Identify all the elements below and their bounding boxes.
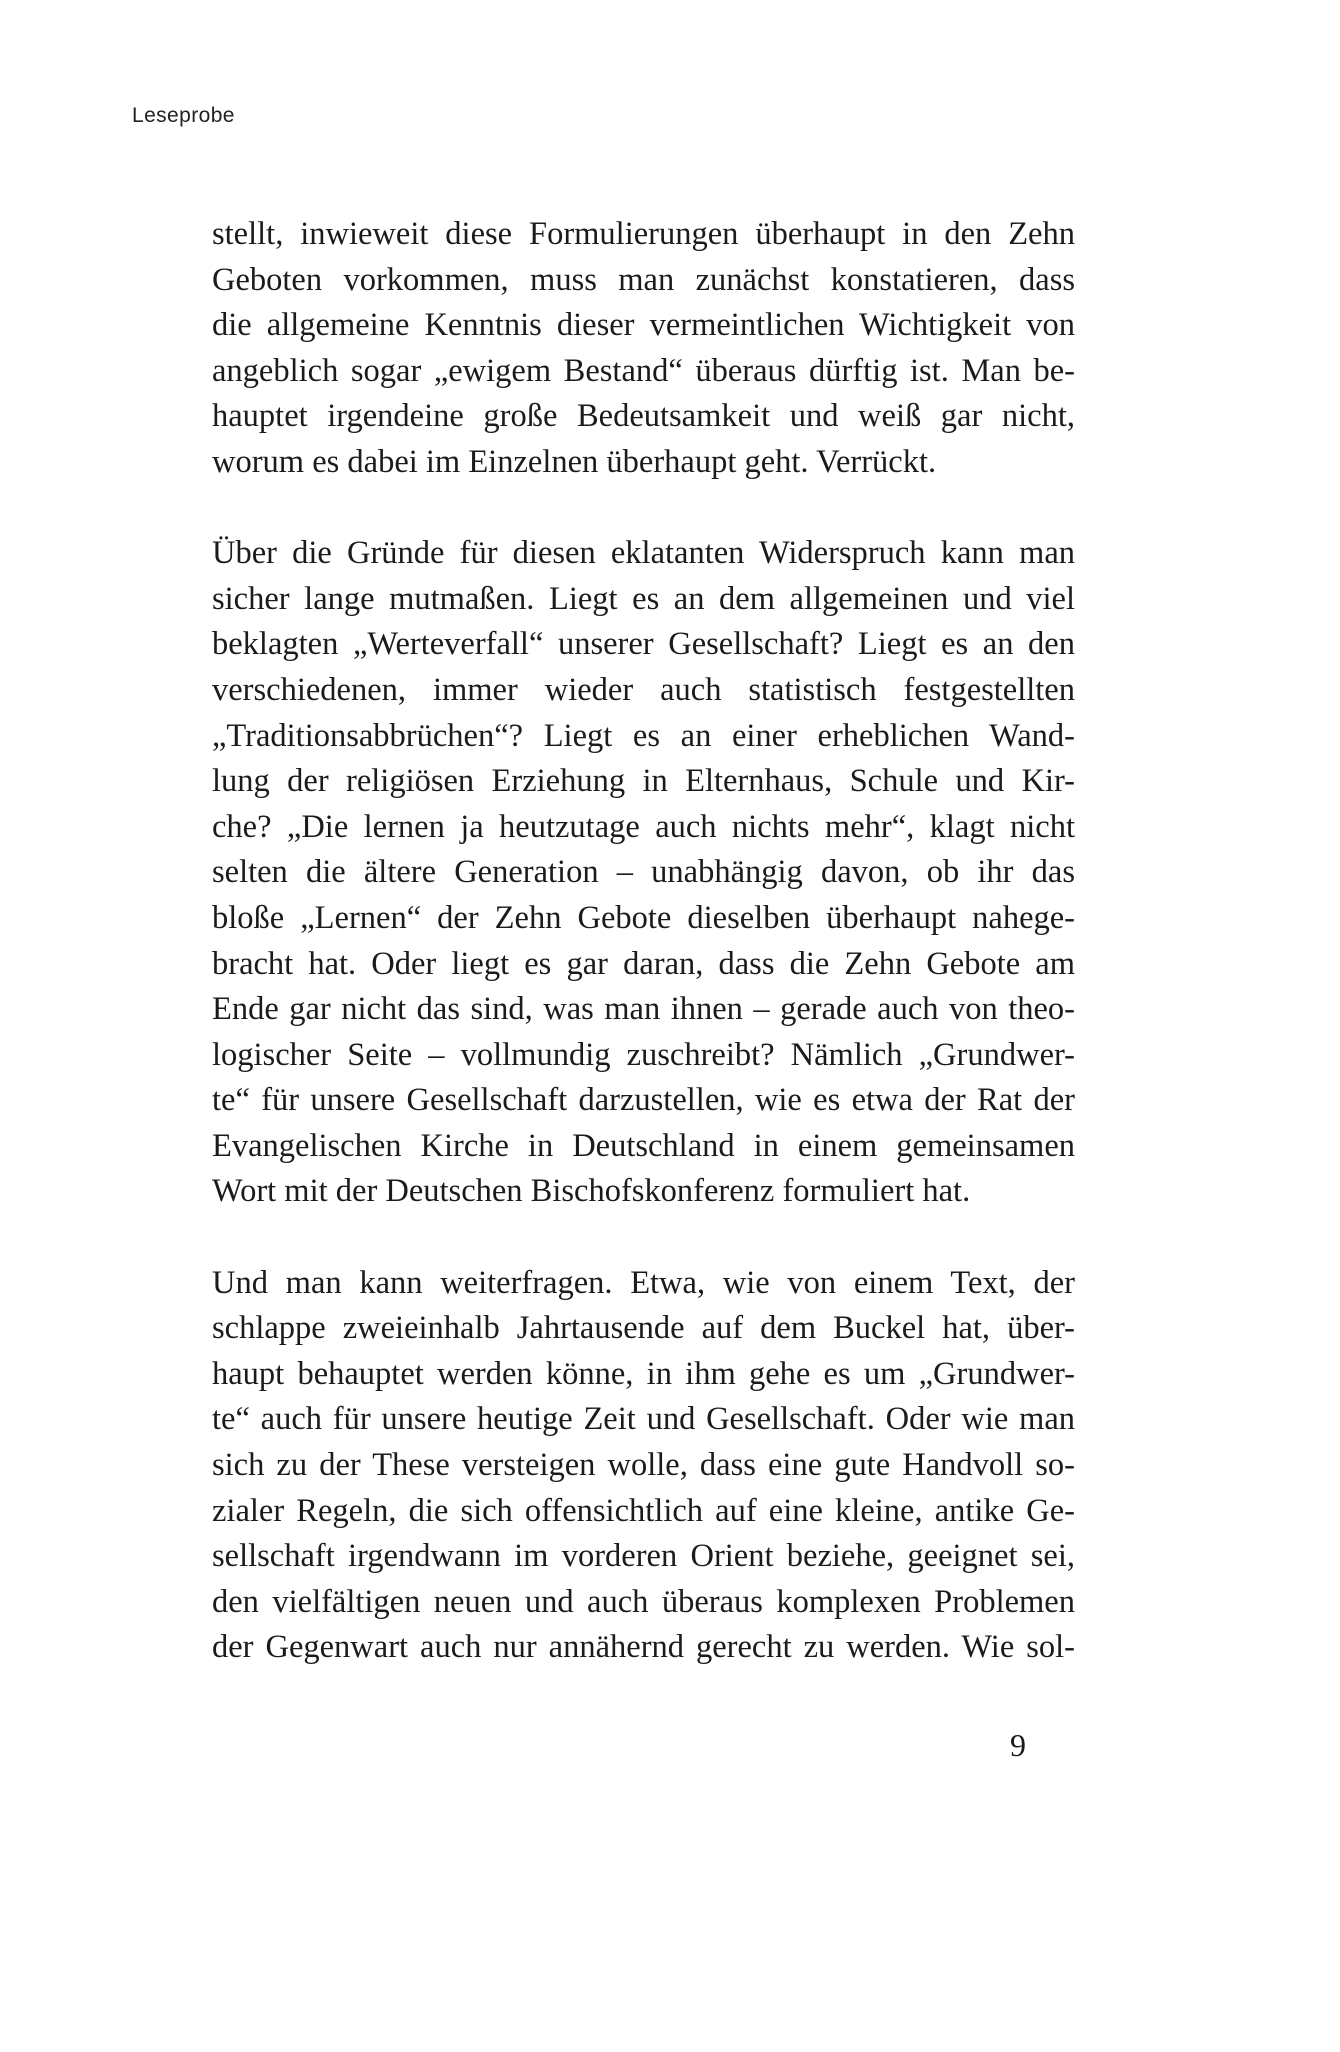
text-line: den vielfältigen neuen und auch überaus komplexen Problemen — [212, 1583, 1075, 1620]
page-number: 9 — [1010, 1727, 1026, 1763]
text-line: te“ für unsere Gesellschaft darzustellen, wie es etwa der Rat der — [212, 1082, 1075, 1119]
text-line: angeblich sogar „ewigem Bestand“ überaus dürftig ist. Man be- — [212, 352, 1075, 389]
text-line: Geboten vorkommen, muss man zunächst konstatieren, dass — [212, 261, 1075, 298]
text-line: hauptet irgendeine große Bedeutsamkeit und weiß gar nicht, — [212, 398, 1075, 435]
text-line: sich zu der These versteigen wolle, dass eine gute Handvoll so- — [212, 1447, 1075, 1484]
text-line: beklagten „Werteverfall“ unserer Gesellschaft? Liegt es an den — [212, 626, 1075, 663]
text-line: der Gegenwart auch nur annähernd gerecht zu werden. Wie sol- — [212, 1629, 1075, 1666]
text-line: worum es dabei im Einzelnen überhaupt geht. Verrückt. — [212, 443, 937, 480]
text-line: zialer Regeln, die sich offensichtlich auf eine kleine, antike Ge- — [212, 1492, 1075, 1529]
text-line: Wort mit der Deutschen Bischofskonferenz formuliert hat. — [212, 1173, 971, 1210]
running-header: Leseprobe — [132, 104, 235, 127]
text-line: lung der religiösen Erziehung in Elternhaus, Schule und Kir- — [212, 763, 1075, 800]
text-line: bracht hat. Oder liegt es gar daran, dass die Zehn Gebote am — [212, 945, 1075, 982]
text-line: logischer Seite – vollmundig zuschreibt? Nämlich „Grundwer- — [212, 1036, 1075, 1073]
text-line: Evangelischen Kirche in Deutschland in einem gemeinsamen — [212, 1127, 1075, 1164]
paragraph-spacer — [212, 486, 1075, 532]
text-line: verschiedenen, immer wieder auch statistisch festgestellten — [212, 671, 1075, 708]
text-line: bloße „Lernen“ der Zehn Gebote dieselben überhaupt nahege- — [212, 899, 1075, 936]
text-line: Und man kann weiterfragen. Etwa, wie von einem Text, der — [212, 1264, 1075, 1301]
text-line: haupt behauptet werden könne, in ihm gehe es um „Grundwer- — [212, 1355, 1075, 1392]
text-line: te“ auch für unsere heutige Zeit und Gesellschaft. Oder wie man — [212, 1401, 1075, 1438]
text-line: „Traditionsabbrüchen“? Liegt es an einer erheblichen Wand- — [212, 717, 1075, 754]
text-line: stellt, inwieweit diese Formulierungen überhaupt in den Zehn — [212, 216, 1075, 252]
text-line: sellschaft irgendwann im vorderen Orient beziehe, geeignet sei, — [212, 1538, 1075, 1575]
body-text — [212, 212, 1075, 1671]
text-line: Ende gar nicht das sind, was man ihnen – gerade auch von theo- — [212, 991, 1075, 1028]
text-line: die allgemeine Kenntnis dieser vermeintlichen Wichtigkeit von — [212, 307, 1075, 344]
text-line: che? „Die lernen ja heutzutage auch nichts mehr“, klagt nicht — [212, 808, 1075, 845]
text-line: Über die Gründe für diesen eklatanten Widerspruch kann man — [212, 535, 1075, 572]
paragraph-1 — [212, 212, 1075, 486]
text-line: schlappe zweieinhalb Jahrtausende auf dem Buckel hat, über- — [212, 1310, 1075, 1347]
text-line: sicher lange mutmaßen. Liegt es an dem allgemeinen und viel — [212, 580, 1075, 617]
paragraph-2 — [212, 531, 1075, 1215]
paragraph-spacer — [212, 1215, 1075, 1261]
text-line: selten die ältere Generation – unabhängig davon, ob ihr das — [212, 854, 1075, 891]
paragraph-3 — [212, 1261, 1075, 1671]
